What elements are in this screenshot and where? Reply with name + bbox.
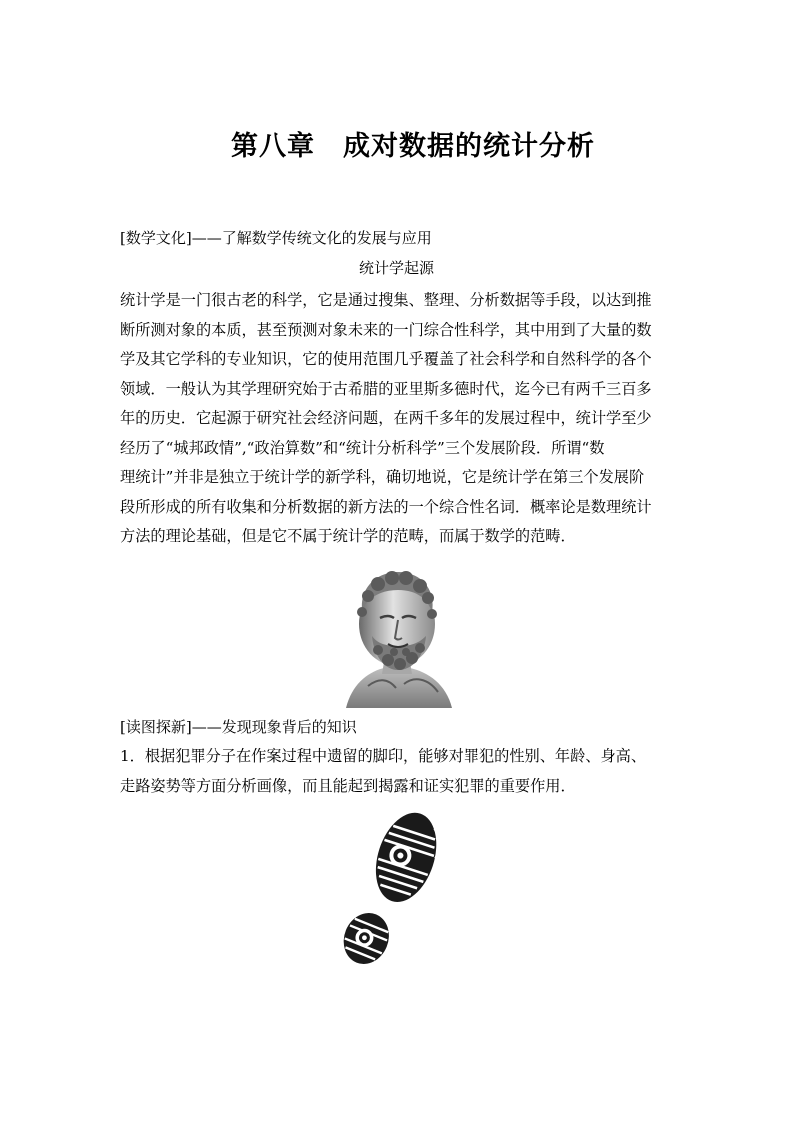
- picture-reading-heading: [读图探新]——发现现象背后的知识: [120, 718, 357, 736]
- paragraph-line: 1．根据犯罪分子在作案过程中遗留的脚印，能够对罪犯的性别、年龄、身高、: [120, 747, 647, 765]
- aristotle-bust-image: [338, 566, 456, 708]
- paragraph-line: 年的历史．它起源于研究社会经济问题，在两千多年的发展过程中，统计学至少: [120, 409, 652, 427]
- paragraph-line: 段所形成的所有收集和分析数据的新方法的一个综合性名词．概率论是数理统计: [120, 497, 652, 516]
- paragraph-line: 经历了“城邦政情”,“政治算数”和“统计分析科学”三个发展阶段．所谓“数: [120, 438, 605, 457]
- paragraph-line: 学及其它学科的专业知识，它的使用范围几乎覆盖了社会科学和自然科学的各个: [120, 350, 652, 368]
- shoe-footprint-image: [340, 810, 448, 970]
- paragraph-line: 理统计”并非是独立于统计学的新学科，确切地说，它是统计学在第三个发展阶: [120, 468, 645, 486]
- paragraph-line: 领域．一般认为其学理研究始于古希腊的亚里斯多德时代，迄今已有两千三百多: [120, 379, 652, 398]
- paragraph-line: 方法的理论基础，但是它不属于统计学的范畴，而属于数学的范畴．: [120, 527, 576, 545]
- statistics-origin-title: 统计学起源: [358, 259, 434, 277]
- math-culture-heading: [数学文化]——了解数学传统文化的发展与应用: [120, 229, 432, 247]
- footprint-paragraph: [120, 742, 675, 801]
- paragraph-line: 统计学是一门很古老的科学，它是通过搜集、整理、分析数据等手段，以达到推: [120, 291, 652, 309]
- statistics-origin-paragraph: [120, 286, 675, 552]
- paragraph-line: 走路姿势等方面分析画像，而且能起到揭露和证实犯罪的重要作用．: [120, 776, 576, 795]
- chapter-title: 第八章 成对数据的统计分析: [231, 131, 595, 162]
- paragraph-line: 断所测对象的本质，甚至预测对象未来的一门综合性科学，其中用到了大量的数: [120, 320, 652, 339]
